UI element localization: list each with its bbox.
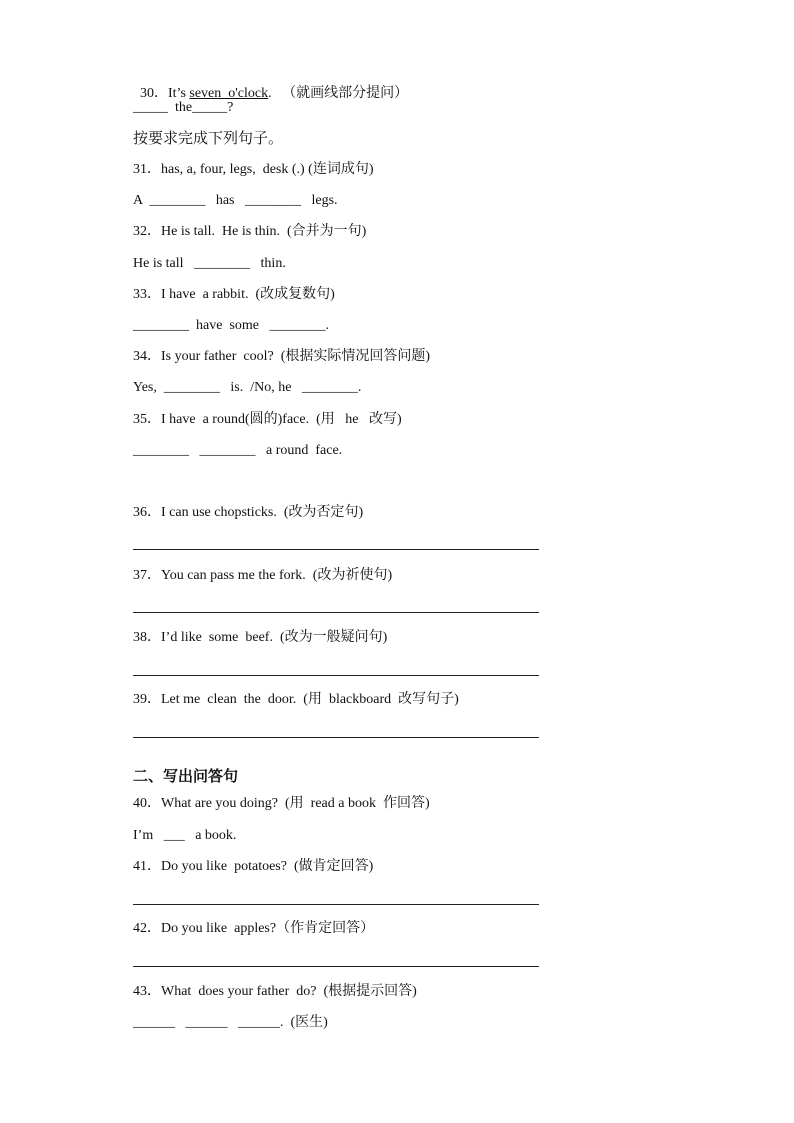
q39-question: 39．Let me clean the door. (用 blackboard 改写句子)	[133, 692, 459, 707]
q37-answer-line[interactable]	[133, 612, 539, 613]
q36-question: 36．I can use chopsticks. (改为否定句)	[133, 505, 364, 520]
q34-question: 34．Is your father cool? (根据实际情况回答问题)	[133, 349, 431, 364]
q39-answer-line[interactable]	[133, 737, 539, 738]
q37-question: 37．You can pass me the fork. (改为祈使句)	[133, 568, 393, 583]
q43-question: 43．What does your father do? (根据提示回答)	[133, 984, 417, 999]
instruction: 按要求完成下列句子。	[133, 131, 284, 147]
q33-question: 33．I have a rabbit. (改成复数句)	[133, 287, 335, 302]
q38-answer-line[interactable]	[133, 675, 539, 676]
q42-question: 42．Do you like apples?（作肯定回答）	[133, 921, 375, 936]
q40-question: 40．What are you doing? (用 read a book 作回答)	[133, 796, 430, 811]
q38-question: 38．I’d like some beef. (改为一般疑问句)	[133, 630, 388, 645]
q36-answer-line[interactable]	[133, 549, 539, 550]
q30-answer: _____ the_____?	[133, 100, 234, 115]
q41-question: 41．Do you like potatoes? (做肯定回答)	[133, 859, 374, 874]
q31-question: 31．has, a, four, legs, desk (.) (连词成句)	[133, 162, 374, 177]
q30-question	[133, 67, 408, 103]
section2-title: 二、写出问答句	[133, 769, 239, 785]
q32-answer: He is tall ________ thin.	[133, 256, 286, 271]
q35-answer: ________ ________ a round face.	[133, 443, 343, 458]
q40-answer: I’m ___ a book.	[133, 828, 237, 843]
q32-question: 32．He is tall. He is thin. (合并为一句)	[133, 224, 367, 239]
q31-answer: A ________ has ________ legs.	[133, 193, 338, 208]
q35-question: 35．I have a round(圆的)face. (用 he 改写)	[133, 412, 402, 427]
q30-underlined: seven o'clock	[189, 86, 269, 101]
q41-answer-line[interactable]	[133, 904, 539, 905]
q42-answer-line[interactable]	[133, 966, 539, 967]
q30-pre: It’s	[168, 86, 190, 101]
q30-post: . （就画线部分提问）	[268, 86, 409, 101]
q43-answer: ______ ______ ______. (医生)	[133, 1015, 328, 1030]
q30-number: 30．	[140, 86, 168, 101]
q33-answer: ________ have some ________.	[133, 318, 329, 333]
q34-answer: Yes, ________ is. /No, he ________.	[133, 380, 362, 395]
